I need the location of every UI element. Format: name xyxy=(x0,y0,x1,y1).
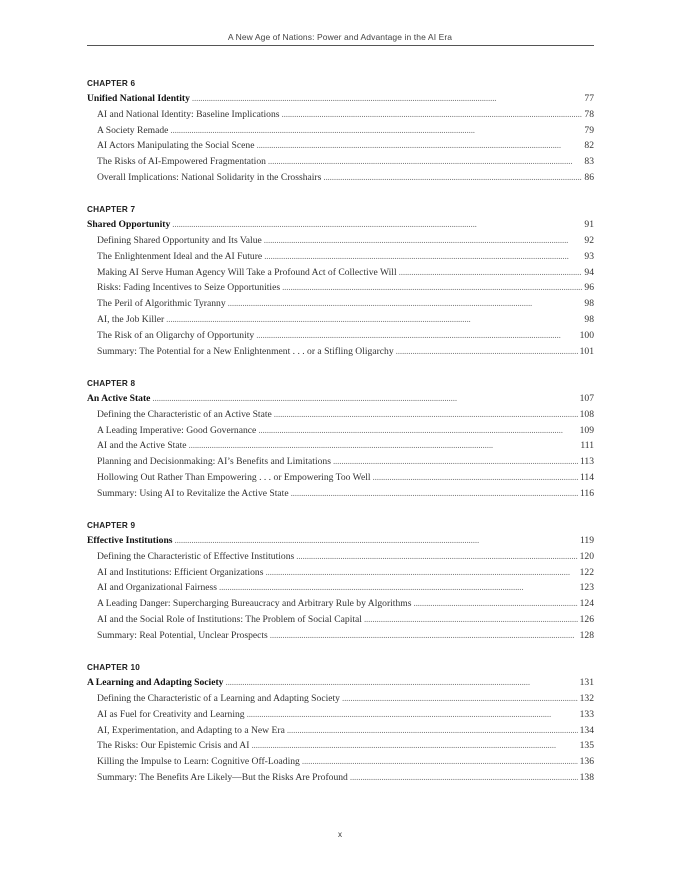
section-entry[interactable] xyxy=(87,707,594,723)
dot-leader xyxy=(333,454,578,470)
chapter-title-entry-title: Effective Institutions xyxy=(87,535,173,547)
dot-leader xyxy=(228,296,583,312)
section-entry-page: 133 xyxy=(579,708,594,720)
section-entry-title: Summary: The Potential for a New Enlightenment . . . or a Stifling Oligarchy xyxy=(97,345,394,357)
section-entry-page: 96 xyxy=(584,282,594,294)
section-entry-page: 98 xyxy=(584,298,594,310)
section-entry-page: 123 xyxy=(579,582,594,594)
section-entry-page: 122 xyxy=(579,566,594,578)
dot-leader xyxy=(282,280,582,296)
section-entry[interactable] xyxy=(87,691,594,707)
section-entry-page: 113 xyxy=(579,456,594,468)
dot-leader xyxy=(175,533,578,549)
dot-leader xyxy=(264,233,583,249)
section-entry-title: The Risks: Our Epistemic Crisis and AI xyxy=(97,740,250,752)
section-entry[interactable] xyxy=(87,738,594,754)
section-entry[interactable] xyxy=(87,628,594,644)
dot-leader xyxy=(413,596,577,612)
section-entry[interactable] xyxy=(87,123,594,139)
section-entry-page: 114 xyxy=(579,471,594,483)
section-entry-title: The Risk of an Oligarchy of Opportunity xyxy=(97,329,255,341)
section-entry-page: 79 xyxy=(584,124,594,136)
section-entry-page: 93 xyxy=(584,250,594,262)
section-entry[interactable] xyxy=(87,249,594,265)
section-entry-title: AI and National Identity: Baseline Implications xyxy=(97,108,280,120)
dot-leader xyxy=(264,249,582,265)
dot-leader xyxy=(373,470,578,486)
section-entry-title: Overall Implications: National Solidarity in the Crosshairs xyxy=(97,171,322,183)
chapter-title-entry-title: An Active State xyxy=(87,392,151,404)
section-entry-page: 101 xyxy=(579,345,594,357)
dot-leader xyxy=(364,612,578,628)
section-entry-title: A Leading Danger: Supercharging Bureaucracy and Arbitrary Rule by Algorithms xyxy=(97,598,412,610)
section-entry-page: 132 xyxy=(579,692,594,704)
chapter-label: CHAPTER 7 xyxy=(87,205,136,215)
table-of-contents xyxy=(87,78,594,804)
dot-leader xyxy=(282,107,583,123)
chapter-block xyxy=(87,78,594,186)
section-entry-title: Defining the Characteristic of an Active State xyxy=(97,408,272,420)
section-entry-title: AI, Experimentation, and Adapting to a New Era xyxy=(97,724,285,736)
section-entry-title: The Peril of Algorithmic Tyranny xyxy=(97,298,226,310)
section-entry-page: 82 xyxy=(584,140,594,152)
section-entry-page: 108 xyxy=(579,408,594,420)
chapter-title-entry[interactable] xyxy=(87,391,594,407)
section-entry[interactable] xyxy=(87,233,594,249)
section-entry[interactable] xyxy=(87,154,594,170)
section-entry-title: Defining the Characteristic of a Learning and Adapting Society xyxy=(97,692,340,704)
section-entry-title: The Enlightenment Ideal and the AI Future xyxy=(97,250,263,262)
dot-leader xyxy=(265,565,577,581)
chapter-title-entry-page: 77 xyxy=(584,93,594,104)
dot-leader xyxy=(296,549,577,565)
section-entry-title: Defining the Characteristic of Effective Institutions xyxy=(97,550,295,562)
section-entry[interactable] xyxy=(87,470,594,486)
section-entry-page: 92 xyxy=(584,235,594,247)
section-entry-title: Summary: The Benefits Are Likely—But the Risks Are Profound xyxy=(97,771,348,783)
dot-leader xyxy=(189,438,579,454)
section-entry-page: 126 xyxy=(579,614,594,626)
chapter-title-entry[interactable] xyxy=(87,217,594,233)
section-entry[interactable] xyxy=(87,280,594,296)
section-entry-title: AI, the Job Killer xyxy=(97,314,165,326)
dot-leader xyxy=(192,91,583,107)
chapter-label: CHAPTER 6 xyxy=(87,79,136,88)
section-entry[interactable] xyxy=(87,454,594,470)
header-divider xyxy=(87,45,594,46)
section-entry-title: AI and Organizational Fairness xyxy=(97,582,217,594)
section-entry[interactable] xyxy=(87,438,594,454)
dot-leader xyxy=(219,580,578,596)
chapter-label: CHAPTER 8 xyxy=(87,378,136,388)
chapter-title-entry-page: 107 xyxy=(579,392,594,404)
chapter-block xyxy=(87,378,594,502)
chapter-title-entry-title: Shared Opportunity xyxy=(87,219,171,231)
chapter-title-entry-title: A Learning and Adapting Society xyxy=(87,677,224,689)
section-entry-title: Defining Shared Opportunity and Its Value xyxy=(97,235,262,247)
dot-leader xyxy=(302,754,578,770)
section-entry-title: Hollowing Out Rather Than Empowering . . . or Empowering Too Well xyxy=(97,471,371,483)
section-entry[interactable] xyxy=(87,770,594,786)
dot-leader xyxy=(270,628,578,644)
dot-leader xyxy=(225,675,577,691)
chapter-title-entry-page: 119 xyxy=(579,535,594,547)
page-number: x xyxy=(338,830,342,839)
section-entry-page: 124 xyxy=(579,598,594,610)
section-entry[interactable] xyxy=(87,407,594,423)
chapter-title-entry[interactable] xyxy=(87,675,594,691)
dot-leader xyxy=(247,707,578,723)
dot-leader xyxy=(258,423,577,439)
chapter-block xyxy=(87,520,594,644)
dot-leader xyxy=(256,138,582,154)
dot-leader xyxy=(291,486,578,502)
section-entry-page: 128 xyxy=(579,629,594,641)
chapter-block xyxy=(87,662,594,786)
section-entry[interactable] xyxy=(87,107,594,123)
chapter-title-entry-page: 91 xyxy=(584,219,594,231)
dot-leader xyxy=(350,770,578,786)
dot-leader xyxy=(166,312,582,328)
section-entry-page: 78 xyxy=(584,108,594,120)
chapter-title-entry-page: 131 xyxy=(579,677,594,689)
dot-leader xyxy=(251,738,577,754)
dot-leader xyxy=(172,217,582,233)
dot-leader xyxy=(256,328,577,344)
dot-leader xyxy=(342,691,578,707)
section-entry-page: 116 xyxy=(579,487,594,499)
section-entry-title: A Society Remade xyxy=(97,124,169,136)
section-entry[interactable] xyxy=(87,312,594,328)
chapter-label: CHAPTER 9 xyxy=(87,521,136,531)
running-header: A New Age of Nations: Power and Advantage in the AI Era xyxy=(227,32,453,42)
section-entry-title: AI Actors Manipulating the Social Scene xyxy=(97,140,255,152)
dot-leader xyxy=(323,170,582,186)
section-entry-title: AI as Fuel for Creativity and Learning xyxy=(97,708,245,720)
section-entry-page: 94 xyxy=(584,266,594,278)
section-entry[interactable] xyxy=(87,723,594,739)
section-entry-page: 135 xyxy=(579,740,594,752)
section-entry-title: The Risks of AI-Empowered Fragmentation xyxy=(97,156,266,168)
section-entry-title: AI and the Social Role of Institutions: The Problem of Social Capital xyxy=(97,614,362,626)
section-entry[interactable] xyxy=(87,580,594,596)
section-entry-page: 98 xyxy=(584,314,594,326)
chapter-label: CHAPTER 10 xyxy=(87,663,140,673)
section-entry-title: Planning and Decisionmaking: AI’s Benefits and Limitations xyxy=(97,456,331,468)
dot-leader xyxy=(152,391,577,407)
chapter-title-entry[interactable] xyxy=(87,91,594,107)
section-entry[interactable] xyxy=(87,596,594,612)
section-entry-page: 136 xyxy=(579,756,594,768)
section-entry[interactable] xyxy=(87,296,594,312)
section-entry-page: 100 xyxy=(579,329,594,341)
section-entry-title: A Leading Imperative: Good Governance xyxy=(97,424,257,436)
dot-leader xyxy=(396,344,578,360)
chapter-title-entry-title: Unified National Identity xyxy=(87,93,190,104)
section-entry[interactable] xyxy=(87,344,594,360)
section-entry[interactable] xyxy=(87,423,594,439)
section-entry[interactable] xyxy=(87,170,594,186)
chapter-block xyxy=(87,204,594,359)
dot-leader xyxy=(274,407,578,423)
dot-leader xyxy=(399,265,583,281)
section-entry[interactable] xyxy=(87,138,594,154)
section-entry[interactable] xyxy=(87,328,594,344)
section-entry[interactable] xyxy=(87,549,594,565)
section-entry[interactable] xyxy=(87,612,594,628)
section-entry-title: Summary: Real Potential, Unclear Prospects xyxy=(97,629,268,641)
section-entry-page: 111 xyxy=(580,440,594,452)
section-entry[interactable] xyxy=(87,265,594,281)
dot-leader xyxy=(268,154,582,170)
dot-leader xyxy=(287,723,578,739)
section-entry-page: 86 xyxy=(584,171,594,183)
dot-leader xyxy=(170,123,582,139)
section-entry[interactable] xyxy=(87,565,594,581)
section-entry-title: Risks: Fading Incentives to Seize Opportunities xyxy=(97,282,281,294)
section-entry-page: 109 xyxy=(579,424,594,436)
section-entry-page: 138 xyxy=(579,771,594,783)
section-entry-page: 120 xyxy=(579,550,594,562)
section-entry-page: 134 xyxy=(579,724,594,736)
section-entry-title: Killing the Impulse to Learn: Cognitive Off-Loading xyxy=(97,756,300,768)
section-entry[interactable] xyxy=(87,486,594,502)
chapter-title-entry[interactable] xyxy=(87,533,594,549)
section-entry-title: Summary: Using AI to Revitalize the Active State xyxy=(97,487,289,499)
section-entry-title: AI and Institutions: Efficient Organizations xyxy=(97,566,264,578)
section-entry-title: AI and the Active State xyxy=(97,440,187,452)
section-entry-title: Making AI Serve Human Agency Will Take a Profound Act of Collective Will xyxy=(97,266,397,278)
section-entry[interactable] xyxy=(87,754,594,770)
section-entry-page: 83 xyxy=(584,156,594,168)
